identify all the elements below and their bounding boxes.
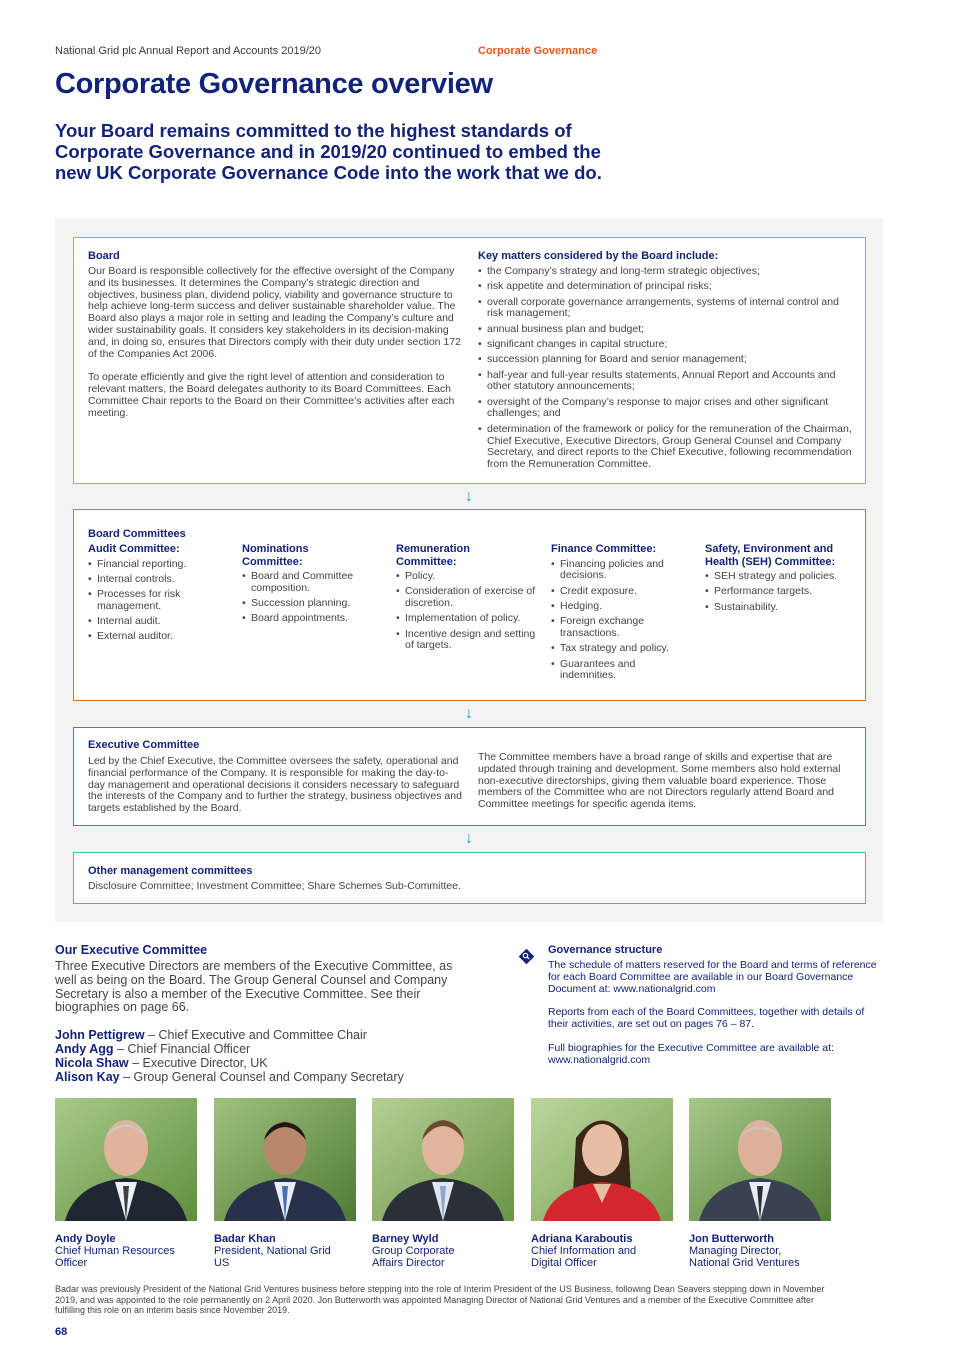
list-item: • Implementation of policy. [396,613,538,625]
caption-barney-wyld [372,1233,522,1269]
other-title: Other management committees [88,865,253,877]
list-item: • Board and Committee composition. [242,571,382,595]
gov-para-1: The schedule of matters reserved for the Board and terms of reference for each Board Committee are available in our Board Governance Document at: www.nationalgrid.com [548,959,877,995]
member-name: Alison Kay [55,1069,120,1084]
header-report-title: National Grid plc Annual Report and Accounts 2019/20 [55,45,322,57]
member-name: Andy Agg [55,1041,114,1056]
list-item: • Internal controls. [88,574,228,586]
governance-structure [548,944,883,1079]
committee-name: Audit Committee: [88,543,180,555]
person-name: Adriana Karaboutis [531,1233,633,1245]
list-item: • the Company’s strategy and long-term strategic objectives; [478,266,853,278]
photo-andy-doyle [55,1098,197,1221]
list-item: • Sustainability. [705,602,855,614]
list-item: • Credit exposure. [551,586,691,598]
person-title: President, National Grid US [214,1245,331,1269]
search-icon [518,948,535,965]
other-text: Disclosure Committee; Investment Committee; Share Schemes Sub-Committee. [88,880,461,892]
list-item: • half-year and full-year results statements, Annual Report and Accounts and other statutory announcements; [478,370,853,394]
board-para-2: To operate efficiently and give the right level of attention and consideration to relevant matters, the Board delegates authority to its Board Committees. Each Committee Chair reports to the Board on their Committee’s activities after each meeting. [88,371,455,419]
list-item: • Guarantees and indemnities. [551,659,691,683]
list-item: • succession planning for Board and senior management; [478,354,853,366]
our-exec-title: Our Executive Committee [55,943,208,957]
member-line [55,1029,455,1043]
committee-name: Finance Committee: [551,543,657,555]
committee-name: Nominations Committee: [242,543,309,568]
our-executive-committee [55,943,455,1084]
exec-title: Executive Committee [88,739,200,751]
board-title: Board [88,250,120,262]
exec-right-text: The Committee members have a broad range of skills and expertise that are updated through training and development. Some members also hold external non-executive directorships, giving them valuable board experience. Those members of the Committee who are not Directors regularly attend Board and Committee meetings for specific agenda items. [478,751,841,811]
member-role: – Executive Director, UK [128,1055,268,1070]
member-line [55,1071,455,1085]
list-item: • Succession planning. [242,598,382,610]
list-item: • overall corporate governance arrangements, systems of internal control and risk management; [478,297,853,321]
list-item: • Policy. [396,571,538,583]
caption-adriana-karaboutis [531,1233,681,1269]
list-item: • Financial reporting. [88,559,228,571]
committee-name: Safety, Environment and Health (SEH) Committee: [705,543,836,568]
member-line [55,1043,455,1057]
footnote: Badar was previously President of the National Grid Ventures business before stepping into the role of Interim President of the US Business, following Dean Seavers stepping down in November 2019, and was appointed to the role permanently on 2 April 2020. Jon Butterworth was appointed Managing Director of National Grid Ventures and a member of the Executive Committee after fulfilling this role on an interim basis since November 2019. [55,1284,825,1315]
list-item: • Board appointments. [242,613,382,625]
committee-audit [88,543,228,647]
person-name: Barney Wyld [372,1233,439,1245]
list-item: • risk appetite and determination of principal risks; [478,281,853,293]
list-item: • Consideration of exercise of discretion. [396,586,538,610]
member-name: John Pettigrew [55,1028,145,1043]
board-para-1: Our Board is responsible collectively for the effective oversight of the Company and its businesses. It determines the Company’s strategic direction and objectives, business plan, dividend policy, viability and governance structure to help achieve long-term success and deliver sustainable shareholder value. The Board also plays a major role in setting and leading the Company’s culture and wider sustainability goals. It considers key stakeholders in its decision-making and, in doing so, ensures that Directors comply with their duty under section 172 of the Companies Act 2006. [88,265,461,360]
gov-para-3: Full biographies for the Executive Committee are available at: www.nationalgrid.com [548,1041,834,1066]
caption-jon-butterworth [689,1233,839,1269]
exec-left-text: Led by the Chief Executive, the Committee oversees the safety, operational and financial performance of the Company. It is responsible for making the day-to-day management and operational decisions it considers necessary to safeguard the interests of the Company and to further the strategy, business objectives and targets established by the Board. [88,755,462,815]
committees-title: Board Committees [88,528,186,540]
page-number: 68 [55,1326,68,1338]
intro-statement: Your Board remains committed to the highest standards of Corporate Governance and in 2019/20 continued to embed the new UK Corporate Governance Code into the work that we do. [55,120,602,183]
person-title: Chief Human Resources Officer [55,1245,175,1269]
gov-para-2: Reports from each of the Board Committees, together with details of their activities, are set out on pages 76 – 87. [548,1006,865,1031]
member-name: Nicola Shaw [55,1055,129,1070]
person-name: Andy Doyle [55,1233,116,1245]
list-item: • Processes for risk management. [88,589,228,613]
list-item: • SEH strategy and policies. [705,571,855,583]
list-item: • annual business plan and budget; [478,324,853,336]
key-matters-list [478,266,853,471]
our-exec-text: Three Executive Directors are members of the Executive Committee, as well as being on the Board. The Group General Counsel and Company Secretary is also a member of the Executive Committee. See their biographies on page 66. [55,959,453,1015]
list-item: • Performance targets. [705,586,855,598]
list-item: • Hedging. [551,601,691,613]
member-role: – Chief Financial Officer [113,1041,251,1056]
gov-title: Governance structure [548,944,663,956]
list-item: • Incentive design and setting of targets. [396,629,538,653]
photo-barney-wyld [372,1098,514,1221]
header-section: Corporate Governance [478,45,598,57]
key-matters-title: Key matters considered by the Board include: [478,250,719,262]
list-item: • significant changes in capital structure; [478,339,853,351]
member-line [55,1057,455,1071]
photo-jon-butterworth [689,1098,831,1221]
arrow-down-icon: ↓ [465,488,473,505]
committee-name: Remuneration Committee: [396,543,470,568]
committee-seh [705,543,855,617]
member-role: – Group General Counsel and Company Secretary [119,1069,404,1084]
person-title: Group Corporate Affairs Director [372,1245,455,1269]
person-name: Badar Khan [214,1233,276,1245]
board-box [73,237,866,484]
list-item: • determination of the framework or policy for the remuneration of the Chairman, Chief Executive, Executive Directors, Group General Counsel and Company Secretary, and direct reports to the Chief Executive, following recommendation from the Remuneration Committee. [478,424,853,471]
executive-committee-box [73,727,866,826]
list-item: • Internal audit. [88,616,228,628]
committee-remuneration [396,543,538,656]
committee-nominations [242,543,382,629]
person-title: Managing Director, National Grid Ventures [689,1245,800,1269]
person-title: Chief Information and Digital Officer [531,1245,637,1269]
list-item: • External auditor. [88,631,228,643]
photo-badar-khan [214,1098,356,1221]
arrow-down-icon: ↓ [465,830,473,847]
person-name: Jon Butterworth [689,1233,774,1245]
caption-andy-doyle [55,1233,205,1269]
list-item: • Tax strategy and policy. [551,643,691,655]
page-title: Corporate Governance overview [55,68,493,100]
other-committees-box [73,852,866,904]
photo-adriana-karaboutis [531,1098,673,1221]
caption-badar-khan [214,1233,364,1269]
member-role: – Chief Executive and Committee Chair [144,1028,367,1043]
list-item: • Financing policies and decisions. [551,559,691,583]
board-committees-box [73,509,866,701]
list-item: • oversight of the Company’s response to major crises and other significant challenges; and [478,397,853,421]
arrow-down-icon: ↓ [465,705,473,722]
committee-finance [551,543,691,686]
list-item: • Foreign exchange transactions. [551,616,691,640]
